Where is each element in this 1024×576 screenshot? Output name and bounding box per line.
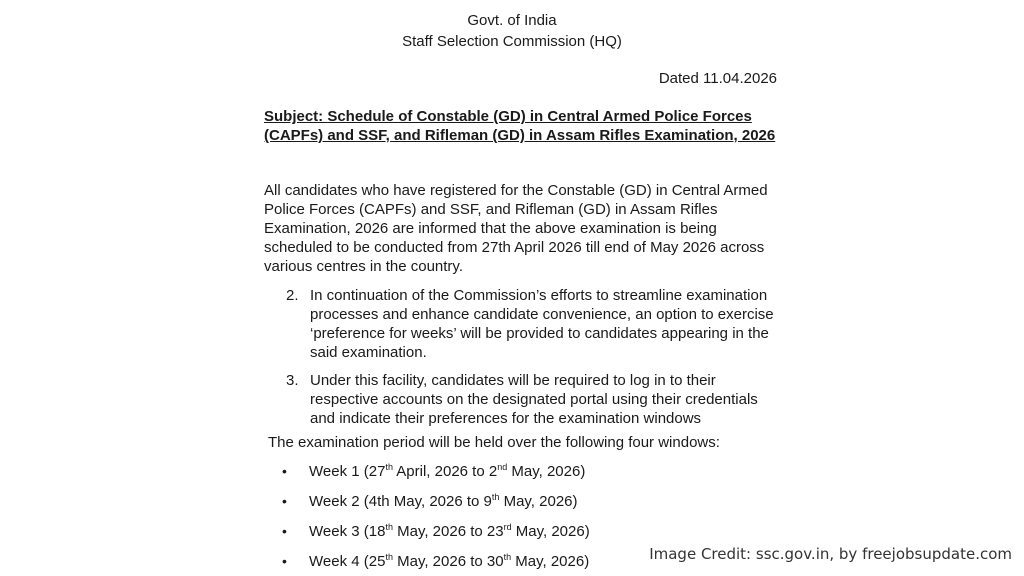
point-3-number: 3. bbox=[286, 372, 299, 389]
point-3 bbox=[286, 371, 786, 428]
week-2-text: Week 2 (4th May, 2026 to 9th May, 2026) bbox=[309, 492, 578, 510]
paragraph-1-line: Police Forces (CAPFs) and SSF, and Rifleman (GD) in Assam Rifles bbox=[264, 201, 718, 218]
bullet-icon: • bbox=[282, 523, 287, 539]
subject-heading bbox=[264, 107, 804, 145]
week-list bbox=[282, 462, 590, 576]
subject-line-1: Subject: Schedule of Constable (GD) in Central Armed Police Forces bbox=[264, 108, 752, 125]
week-item-3 bbox=[282, 522, 590, 541]
paragraph-1-line: various centres in the country. bbox=[264, 258, 463, 275]
point-3-line: and indicate their preferences for the examination windows bbox=[310, 410, 702, 427]
image-credit: Image Credit: ssc.gov.in, by freejobsupdate.com bbox=[649, 545, 1012, 563]
header-ssc-hq: Staff Selection Commission (HQ) bbox=[402, 33, 622, 50]
week-item-1 bbox=[282, 462, 590, 481]
subject-line-2: (CAPFs) and SSF, and Rifleman (GD) in Assam Rifles Examination, 2026 bbox=[264, 127, 776, 144]
paragraph-1-line: All candidates who have registered for the Constable (GD) in Central Armed bbox=[264, 182, 768, 199]
point-2-number: 2. bbox=[286, 287, 299, 304]
document-date: Dated 11.04.2026 bbox=[658, 70, 777, 87]
point-2-line: processes and enhance candidate convenience, an option to exercise bbox=[310, 306, 774, 323]
point-2 bbox=[286, 286, 786, 362]
point-3-line: respective accounts on the designated portal using their credentials bbox=[310, 391, 758, 408]
week-item-2 bbox=[282, 492, 590, 511]
week-4-text: Week 4 (25th May, 2026 to 30th May, 2026) bbox=[309, 552, 590, 570]
bullet-icon: • bbox=[282, 493, 287, 509]
week-3-text: Week 3 (18th May, 2026 to 23rd May, 2026) bbox=[309, 522, 590, 540]
paragraph-1-line: scheduled to be conducted from 27th April 2026 till end of May 2026 across bbox=[264, 239, 765, 256]
week-1-text: Week 1 (27th April, 2026 to 2nd May, 2026) bbox=[309, 462, 586, 480]
paragraph-1 bbox=[264, 181, 794, 276]
point-2-text bbox=[310, 286, 786, 362]
point-2-line: said examination. bbox=[310, 344, 427, 361]
point-2-line: ‘preference for weeks’ will be provided to candidates appearing in the bbox=[310, 325, 769, 342]
week-item-4 bbox=[282, 552, 590, 571]
point-3-text bbox=[310, 371, 786, 428]
windows-intro: The examination period will be held over the following four windows: bbox=[268, 434, 720, 451]
header-govt-of-india: Govt. of India bbox=[467, 12, 557, 29]
bullet-icon: • bbox=[282, 553, 287, 569]
point-3-line: Under this facility, candidates will be required to log in to their bbox=[310, 372, 716, 389]
point-2-line: In continuation of the Commission’s efforts to streamline examination bbox=[310, 287, 768, 304]
paragraph-1-line: Examination, 2026 are informed that the above examination is being bbox=[264, 220, 717, 237]
bullet-icon: • bbox=[282, 463, 287, 479]
